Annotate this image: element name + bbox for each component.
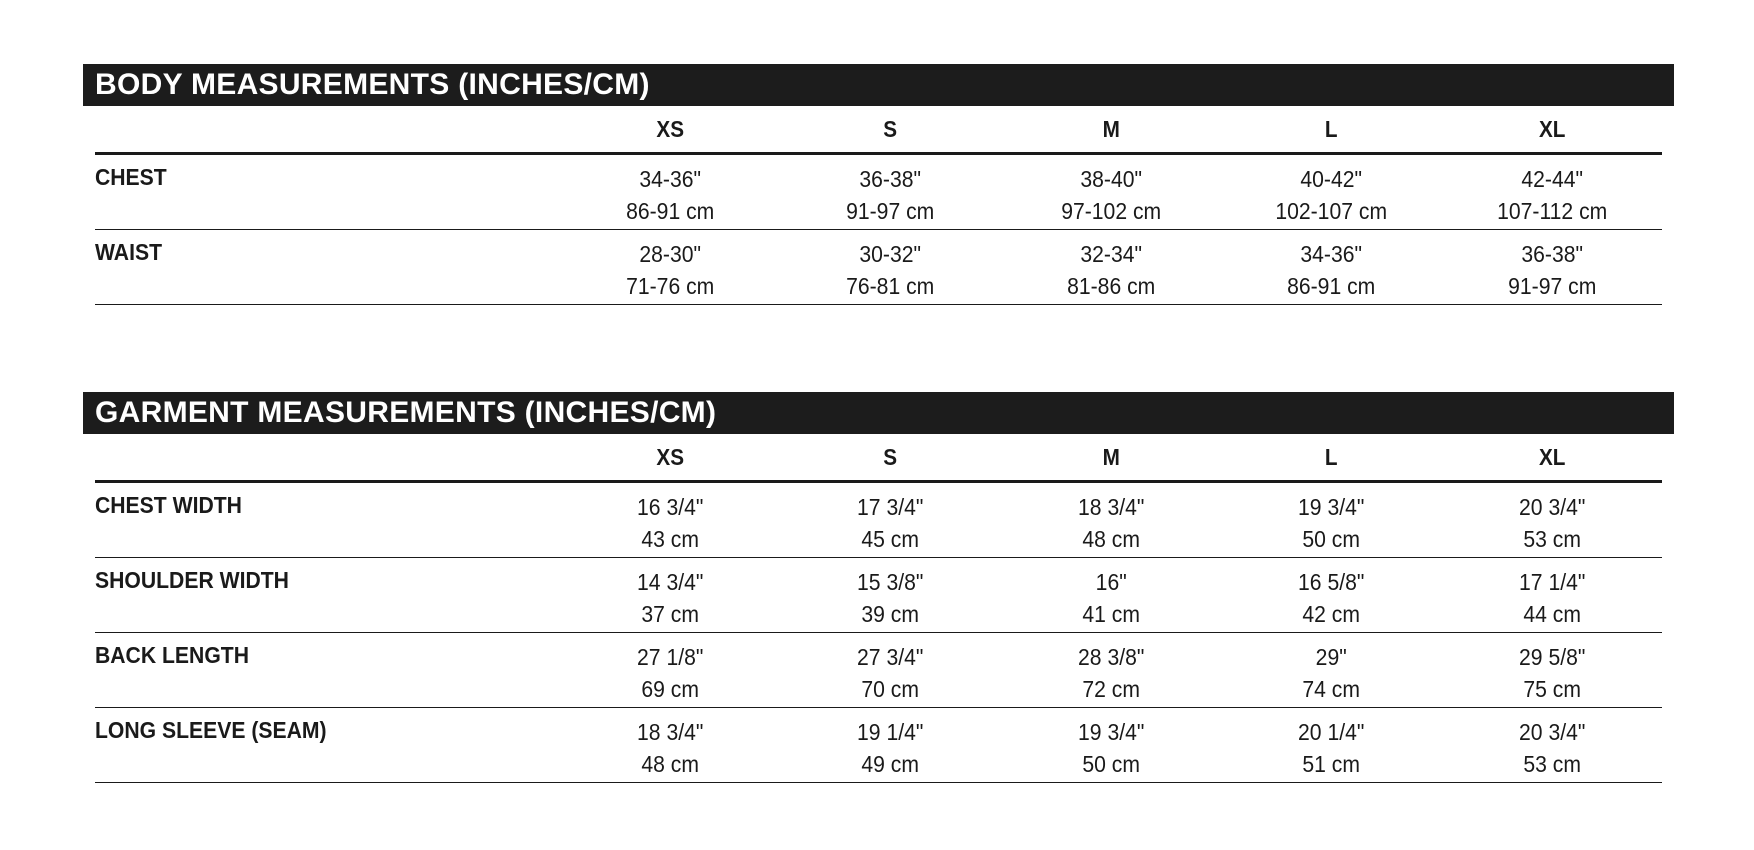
- garment-measurements-title: GARMENT MEASUREMENTS (INCHES/CM): [83, 392, 1674, 434]
- inches-value: 42-44": [1520, 166, 1583, 192]
- inches-value: 19 3/4": [1298, 494, 1365, 520]
- measurement-row: [95, 708, 1662, 783]
- centimeters-value: 107-112 cm: [1496, 198, 1607, 224]
- measurement-cell: [1001, 482, 1221, 558]
- inches-value: 27 1/8": [636, 644, 704, 670]
- centimeters-value: 48 cm: [641, 751, 699, 777]
- centimeters-value: 74 cm: [1302, 676, 1361, 702]
- centimeters-value: 42 cm: [1302, 601, 1361, 627]
- centimeters-value: 91-97 cm: [1507, 273, 1596, 299]
- size-header-row: [95, 434, 1662, 482]
- body-measurements-title: BODY MEASUREMENTS (INCHES/CM): [83, 64, 1674, 106]
- size-header-l: L: [1232, 434, 1430, 482]
- measurement-cell: [1442, 482, 1662, 558]
- measurement-cell: [1442, 558, 1662, 633]
- measurement-row: [95, 558, 1662, 633]
- centimeters-value: 81-86 cm: [1066, 273, 1156, 299]
- size-header-l: L: [1232, 106, 1430, 154]
- inches-value: 30-32": [859, 241, 922, 267]
- centimeters-value: 45 cm: [861, 526, 920, 552]
- row-label: WAIST: [95, 230, 523, 305]
- centimeters-value: 50 cm: [1082, 751, 1140, 777]
- garment-measurements-section: [83, 392, 1674, 783]
- measurement-cell: [1221, 154, 1441, 230]
- measurement-cell: [1442, 633, 1662, 708]
- inches-value: 40-42": [1300, 166, 1363, 192]
- size-header-s: S: [791, 106, 989, 154]
- centimeters-value: 37 cm: [641, 601, 699, 627]
- size-header-m: M: [1012, 434, 1210, 482]
- centimeters-value: 72 cm: [1082, 676, 1140, 702]
- inches-value: 32-34": [1080, 241, 1142, 267]
- centimeters-value: 75 cm: [1522, 676, 1581, 702]
- inches-value: 16": [1095, 569, 1127, 595]
- size-header-xs: XS: [571, 434, 769, 482]
- centimeters-value: 43 cm: [641, 526, 699, 552]
- inches-value: 20 3/4": [1518, 494, 1585, 520]
- row-label: BACK LENGTH: [95, 633, 523, 708]
- measurement-cell: [560, 633, 780, 708]
- measurement-cell: [560, 154, 780, 230]
- centimeters-value: 76-81 cm: [846, 273, 935, 299]
- inches-value: 27 3/4": [857, 644, 924, 670]
- inches-value: 28 3/8": [1077, 644, 1145, 670]
- measurement-cell: [1001, 708, 1221, 783]
- measurement-cell: [780, 708, 1000, 783]
- measurement-cell: [1221, 633, 1441, 708]
- size-header-row: [95, 106, 1662, 154]
- centimeters-value: 49 cm: [861, 751, 920, 777]
- centimeters-value: 86-91 cm: [1287, 273, 1376, 299]
- size-header-xl: XL: [1453, 434, 1651, 482]
- header-corner: [118, 434, 536, 482]
- centimeters-value: 48 cm: [1082, 526, 1140, 552]
- measurement-cell: [560, 230, 780, 305]
- centimeters-value: 86-91 cm: [626, 198, 715, 224]
- measurement-cell: [780, 633, 1000, 708]
- inches-value: 38-40": [1080, 166, 1142, 192]
- inches-value: 34-36": [639, 166, 701, 192]
- centimeters-value: 102-107 cm: [1275, 198, 1388, 224]
- size-header-xl: XL: [1453, 106, 1651, 154]
- centimeters-value: 39 cm: [861, 601, 920, 627]
- body-measurements-section: [83, 64, 1674, 305]
- measurement-row: [95, 154, 1662, 230]
- measurement-cell: [1442, 154, 1662, 230]
- row-label: CHEST: [95, 154, 523, 230]
- centimeters-value: 53 cm: [1522, 526, 1581, 552]
- measurement-cell: [1221, 708, 1441, 783]
- garment-measurements-table: [95, 434, 1662, 783]
- measurement-cell: [780, 558, 1000, 633]
- inches-value: 20 1/4": [1298, 719, 1365, 745]
- measurement-cell: [1442, 708, 1662, 783]
- row-label: SHOULDER WIDTH: [95, 558, 523, 633]
- measurement-cell: [1442, 230, 1662, 305]
- row-label: LONG SLEEVE (SEAM): [95, 708, 523, 783]
- inches-value: 16 3/4": [636, 494, 704, 520]
- inches-value: 20 3/4": [1518, 719, 1585, 745]
- centimeters-value: 97-102 cm: [1060, 198, 1161, 224]
- inches-value: 18 3/4": [636, 719, 704, 745]
- size-header-m: M: [1012, 106, 1210, 154]
- inches-value: 28-30": [639, 241, 701, 267]
- inches-value: 29 5/8": [1518, 644, 1585, 670]
- inches-value: 15 3/8": [857, 569, 924, 595]
- centimeters-value: 91-97 cm: [846, 198, 935, 224]
- centimeters-value: 44 cm: [1522, 601, 1581, 627]
- inches-value: 17 3/4": [857, 494, 924, 520]
- inches-value: 19 1/4": [857, 719, 924, 745]
- inches-value: 17 1/4": [1518, 569, 1585, 595]
- measurement-row: [95, 482, 1662, 558]
- body-measurements-table: [95, 106, 1662, 305]
- measurement-row: [95, 230, 1662, 305]
- inches-value: 36-38": [1520, 241, 1583, 267]
- centimeters-value: 70 cm: [861, 676, 920, 702]
- measurement-cell: [780, 154, 1000, 230]
- measurement-cell: [1001, 154, 1221, 230]
- measurement-cell: [560, 558, 780, 633]
- inches-value: 18 3/4": [1077, 494, 1145, 520]
- centimeters-value: 50 cm: [1302, 526, 1361, 552]
- measurement-cell: [1001, 230, 1221, 305]
- measurement-cell: [780, 482, 1000, 558]
- inches-value: 29": [1315, 644, 1347, 670]
- measurement-cell: [560, 708, 780, 783]
- inches-value: 36-38": [859, 166, 922, 192]
- centimeters-value: 71-76 cm: [626, 273, 715, 299]
- measurement-cell: [560, 482, 780, 558]
- size-header-xs: XS: [571, 106, 769, 154]
- header-corner: [118, 106, 536, 154]
- measurement-cell: [1221, 558, 1441, 633]
- size-header-s: S: [791, 434, 989, 482]
- row-label: CHEST WIDTH: [95, 482, 523, 558]
- measurement-cell: [1001, 558, 1221, 633]
- inches-value: 34-36": [1300, 241, 1363, 267]
- inches-value: 14 3/4": [636, 569, 704, 595]
- measurement-row: [95, 633, 1662, 708]
- centimeters-value: 41 cm: [1082, 601, 1140, 627]
- measurement-cell: [1221, 230, 1441, 305]
- measurement-cell: [1221, 482, 1441, 558]
- measurement-cell: [1001, 633, 1221, 708]
- inches-value: 19 3/4": [1077, 719, 1145, 745]
- measurement-cell: [780, 230, 1000, 305]
- centimeters-value: 69 cm: [641, 676, 699, 702]
- centimeters-value: 51 cm: [1302, 751, 1361, 777]
- centimeters-value: 53 cm: [1522, 751, 1581, 777]
- inches-value: 16 5/8": [1298, 569, 1365, 595]
